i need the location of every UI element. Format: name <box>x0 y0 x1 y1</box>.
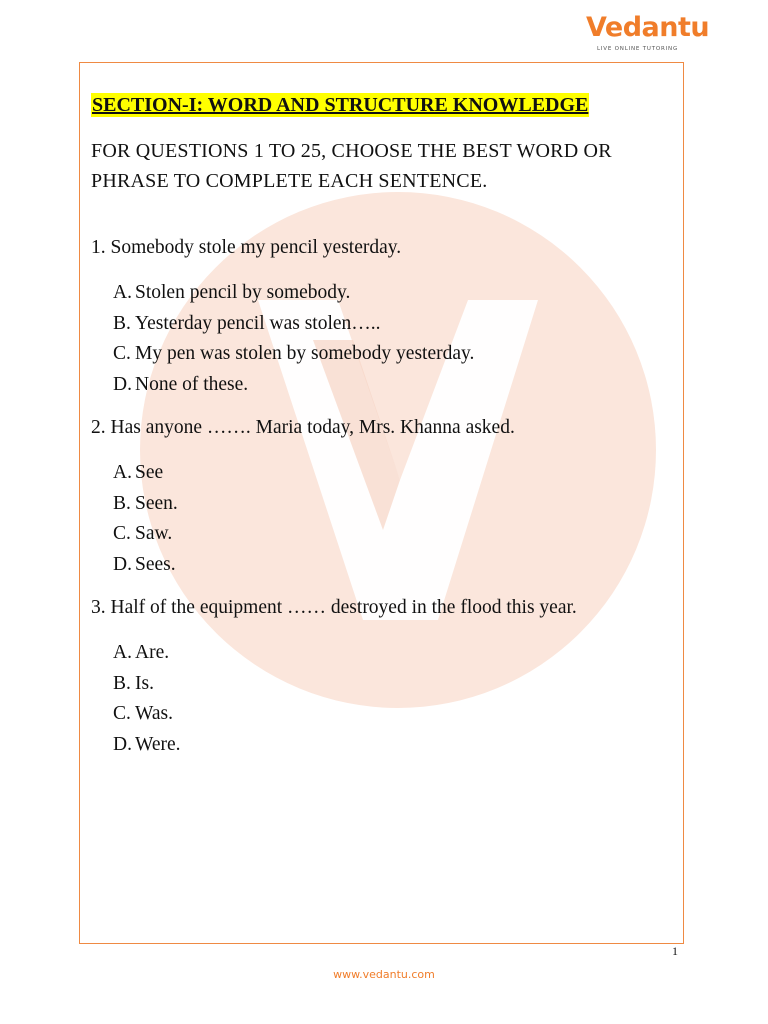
option-text: Are. <box>135 642 170 663</box>
option-text: Is. <box>135 672 154 694</box>
option-letter: C. <box>113 703 131 724</box>
question-1: 1. Somebody stole my pencil yesterday. <box>91 237 402 258</box>
question-3-option-c <box>113 702 173 726</box>
option-letter: C. <box>113 523 131 544</box>
question-1-option-c <box>113 342 474 366</box>
option-text: My pen was stolen by somebody yesterday. <box>135 343 475 364</box>
option-letter: A. <box>113 282 132 303</box>
option-text: Stolen pencil by somebody. <box>135 282 351 303</box>
option-letter: D. <box>113 733 132 755</box>
option-letter: B. <box>113 312 131 334</box>
option-letter: A. <box>113 642 132 663</box>
logo-wordmark: Vedantu <box>586 12 710 43</box>
instruction-line-2: PHRASE TO COMPLETE EACH SENTENCE. <box>91 170 488 192</box>
question-3-option-b <box>113 672 154 696</box>
option-letter: B. <box>113 672 131 694</box>
question-3-option-a <box>113 641 169 665</box>
option-text: Yesterday pencil was stolen….. <box>135 312 381 334</box>
question-2: 2. Has anyone ……. Maria today, Mrs. Khanna asked. <box>91 417 515 438</box>
section-title: SECTION-I: WORD AND STRUCTURE KNOWLEDGE <box>92 94 589 116</box>
question-2-option-d <box>113 553 176 577</box>
question-1-option-a <box>113 281 350 305</box>
footer-url: www.vedantu.com <box>333 968 435 981</box>
option-letter: A. <box>113 462 132 483</box>
question-2-option-b <box>113 492 178 516</box>
question-2-option-c <box>113 522 172 546</box>
option-text: Sees. <box>135 553 176 575</box>
option-letter: C. <box>113 343 131 364</box>
option-text: None of these. <box>135 373 249 395</box>
question-2-option-a <box>113 461 163 485</box>
option-letter: D. <box>113 553 132 575</box>
question-1-option-b <box>113 312 381 336</box>
option-text: Seen. <box>135 492 178 514</box>
option-letter: D. <box>113 373 132 395</box>
option-text: Was. <box>135 703 173 724</box>
page-number: 1 <box>672 944 678 958</box>
question-3-option-d <box>113 733 181 757</box>
instruction-line-1: FOR QUESTIONS 1 TO 25, CHOOSE THE BEST WORD OR <box>91 140 612 162</box>
question-3: 3. Half of the equipment …… destroyed in the flood this year. <box>91 597 577 618</box>
question-1-option-d <box>113 373 248 397</box>
option-text: Saw. <box>135 523 173 544</box>
logo-tagline: LIVE ONLINE TUTORING <box>597 46 679 52</box>
option-text: See <box>135 462 164 483</box>
option-text: Were. <box>135 733 181 755</box>
option-letter: B. <box>113 492 131 514</box>
